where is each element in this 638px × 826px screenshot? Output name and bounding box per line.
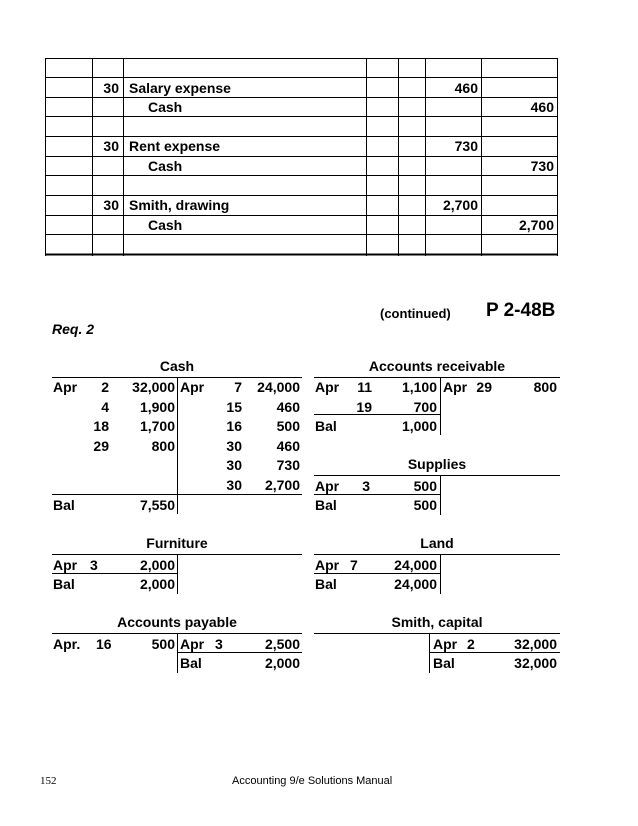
- cash-credit-day: 30: [226, 438, 242, 454]
- ar-bal-label: Bal: [315, 418, 337, 434]
- cash-debit-amount: 1,900: [139, 399, 175, 415]
- cash-debit-amount: 32,000: [132, 379, 175, 395]
- cash-credit-day: 16: [226, 418, 242, 434]
- capital-credit-amount: 32,000: [514, 636, 557, 652]
- land-bal-label: Bal: [315, 576, 337, 592]
- ar-top-line: [314, 377, 560, 378]
- furniture-bal-label: Bal: [53, 576, 75, 592]
- journal-account: Rent expense: [129, 138, 221, 154]
- cash-credit-amount: 730: [276, 457, 300, 473]
- cash-credit-day: 15: [226, 399, 242, 415]
- land-center-line: [440, 554, 441, 594]
- ar-title: Accounts receivable: [368, 358, 506, 374]
- cash-bal-label: Bal: [53, 497, 75, 513]
- capital-center-line: [429, 633, 430, 673]
- ap-debit-amount: 500: [151, 636, 175, 652]
- land-balance-line: [314, 573, 440, 574]
- furniture-balance-line: [52, 573, 177, 574]
- cash-title: Cash: [159, 358, 195, 374]
- cash-bal-amount: 7,550: [139, 497, 175, 513]
- cash-credit-amount: 500: [276, 418, 300, 434]
- ar-credit-month: Apr: [443, 379, 468, 395]
- furniture-debit-amount: 2,000: [139, 557, 175, 573]
- capital-credit-month: Apr: [433, 636, 458, 652]
- cash-credit-day: 30: [226, 477, 242, 493]
- cash-credit-day: 7: [234, 379, 242, 395]
- ap-credit-month: Apr: [180, 636, 205, 652]
- cash-debit-amount: 1,700: [139, 418, 175, 434]
- journal-debit: 460: [454, 80, 478, 96]
- footer-text: Accounting 9/e Solutions Manual: [232, 775, 393, 787]
- land-debit-day: 7: [350, 557, 358, 573]
- journal-credit: 2,700: [518, 217, 554, 233]
- furniture-center-line: [177, 554, 178, 594]
- journal-credit: 730: [530, 158, 554, 174]
- ap-credit-amount: 2,500: [264, 636, 300, 652]
- requirement-label: Req. 2: [52, 321, 95, 337]
- cash-credit-day: 30: [226, 457, 242, 473]
- cash-credit-amount: 24,000: [257, 379, 300, 395]
- supplies-top-line: [314, 475, 560, 476]
- cash-credit-month: Apr: [180, 379, 205, 395]
- journal-day: 30: [103, 138, 119, 154]
- ar-bal-amount: 1,000: [401, 418, 437, 434]
- supplies-balance-line: [314, 494, 440, 495]
- ap-center-line: [177, 633, 178, 673]
- ar-debit-amount: 700: [413, 399, 437, 415]
- ar-credit-day: 29: [476, 379, 492, 395]
- cash-debit-month: Apr: [53, 379, 78, 395]
- land-title: Land: [420, 535, 454, 551]
- ap-credit-day: 3: [215, 636, 223, 652]
- ap-title: Accounts payable: [117, 614, 237, 630]
- capital-top-line: [314, 633, 560, 634]
- supplies-title: Supplies: [407, 456, 467, 472]
- capital-credit-day: 2: [467, 636, 475, 652]
- problem-number: P 2-48B: [486, 300, 556, 321]
- journal-day: 30: [103, 80, 119, 96]
- journal-debit: 2,700: [442, 197, 478, 213]
- continued-label: (continued): [380, 306, 451, 321]
- capital-bal-label: Bal: [433, 655, 455, 671]
- furniture-debit-day: 3: [90, 557, 98, 573]
- ar-debit-day: 19: [356, 399, 372, 415]
- ap-debit-month: Apr.: [53, 636, 81, 652]
- furniture-debit-month: Apr: [53, 557, 78, 573]
- cash-debit-day: 29: [93, 438, 109, 454]
- ap-balance-line: [177, 652, 302, 653]
- journal-debit: 730: [454, 138, 478, 154]
- cash-credit-amount: 460: [276, 438, 300, 454]
- journal-account: Salary expense: [129, 80, 231, 96]
- page-number: 152: [40, 775, 57, 787]
- cash-balance-line: [52, 494, 302, 495]
- journal-account: Smith, drawing: [129, 197, 230, 213]
- ar-debit-month: Apr: [315, 379, 340, 395]
- cash-debit-day: 18: [93, 418, 109, 434]
- capital-bal-amount: 32,000: [514, 655, 557, 671]
- journal-credit: 460: [530, 99, 554, 115]
- cash-debit-amount: 800: [151, 438, 175, 454]
- supplies-bal-amount: 500: [413, 497, 437, 513]
- cash-credit-amount: 2,700: [264, 477, 300, 493]
- ar-credit-amount: 800: [533, 379, 557, 395]
- ar-center-line: [440, 377, 441, 435]
- cash-debit-day: 4: [101, 399, 109, 415]
- land-debit-month: Apr: [315, 557, 340, 573]
- journal-account: Cash: [148, 158, 183, 174]
- land-bal-amount: 24,000: [394, 576, 437, 592]
- cash-debit-day: 2: [101, 379, 109, 395]
- supplies-debit-amount: 500: [413, 478, 437, 494]
- supplies-debit-day: 3: [362, 478, 370, 494]
- capital-balance-line: [429, 652, 560, 653]
- furniture-title: Furniture: [146, 535, 208, 551]
- supplies-bal-label: Bal: [315, 497, 337, 513]
- ar-debit-amount: 1,100: [401, 379, 437, 395]
- capital-title: Smith, capital: [391, 614, 483, 630]
- ap-debit-day: 16: [96, 636, 112, 652]
- journal-account: Cash: [148, 217, 183, 233]
- land-top-line: [314, 554, 560, 555]
- supplies-center-line: [440, 475, 441, 515]
- journal-day: 30: [103, 197, 119, 213]
- ar-debit-day: 11: [357, 379, 372, 395]
- ap-bal-label: Bal: [180, 655, 202, 671]
- ap-bal-amount: 2,000: [264, 655, 300, 671]
- land-debit-amount: 24,000: [394, 557, 437, 573]
- supplies-debit-month: Apr: [315, 478, 340, 494]
- cash-credit-amount: 460: [276, 399, 300, 415]
- furniture-bal-amount: 2,000: [139, 576, 175, 592]
- journal-account: Cash: [148, 99, 183, 115]
